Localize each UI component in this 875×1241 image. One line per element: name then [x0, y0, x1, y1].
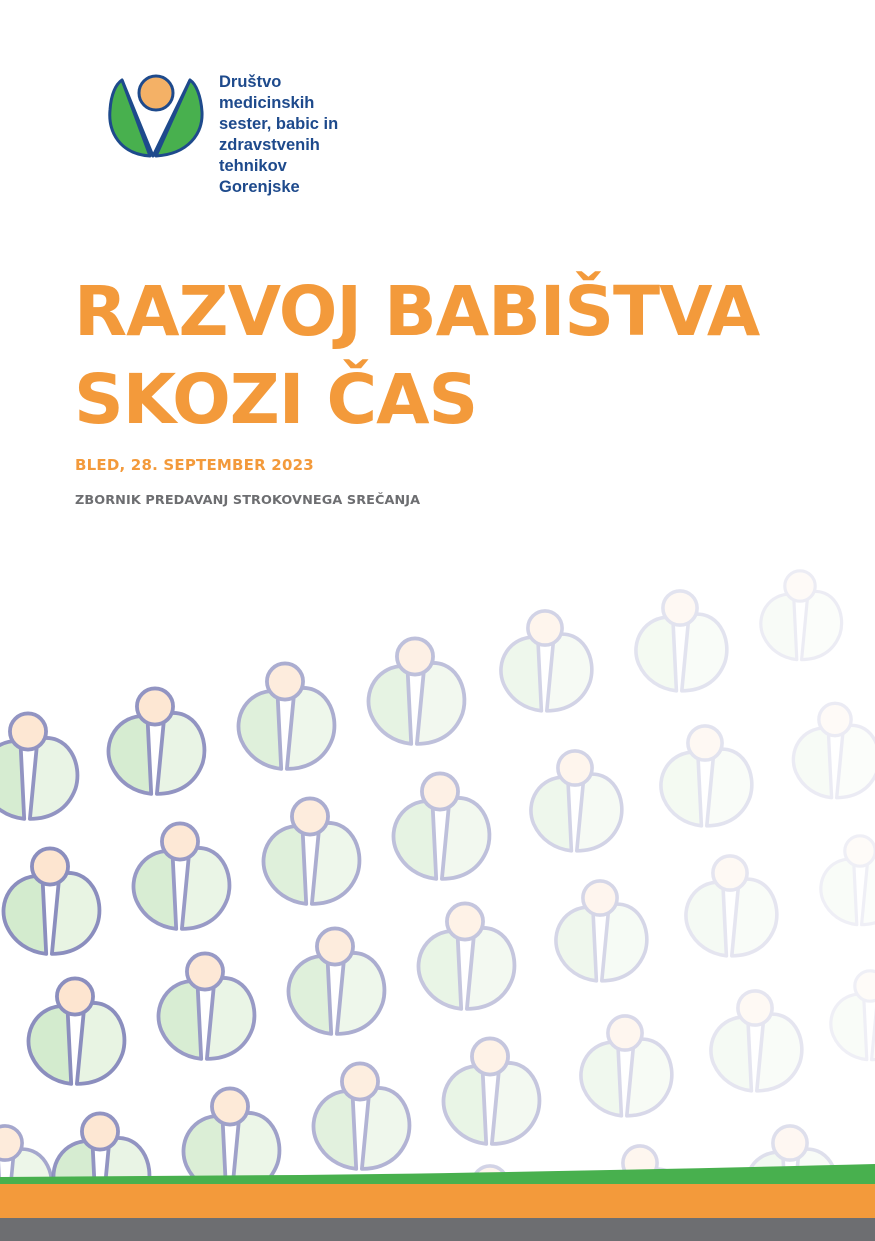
pattern-motif-icon	[288, 928, 384, 1033]
title-line-2: SKOZI ČAS	[74, 360, 478, 440]
pattern-motif-icon	[368, 638, 464, 743]
pattern-motif-icon	[686, 856, 777, 956]
pattern-motif-icon	[0, 713, 77, 818]
organization-name-line: sester, babic in	[219, 115, 339, 133]
pattern-motif-icon	[636, 591, 727, 691]
pattern-motif-icon	[133, 823, 229, 928]
pattern-motif-icon	[793, 703, 875, 797]
pattern-motif-icon	[263, 798, 359, 903]
title-line-1: RAZVOJ BABIŠTVA	[74, 272, 760, 352]
organization-name-line: zdravstvenih	[219, 136, 320, 154]
organization-logo-icon	[106, 72, 206, 158]
pattern-motif-icon	[28, 978, 124, 1083]
pattern-motif-icon	[108, 688, 204, 793]
footer-stripes	[0, 1150, 875, 1241]
orange-stripe	[0, 1184, 875, 1218]
event-date: BLED, 28. SEPTEMBER 2023	[75, 456, 314, 474]
pattern-motif-icon	[581, 1016, 672, 1116]
organization-name-line: medicinskih	[219, 94, 315, 112]
organization-name	[219, 72, 379, 198]
pattern-motif-icon	[831, 971, 875, 1060]
gray-stripe	[0, 1218, 875, 1241]
organization-name-line: Gorenjske	[219, 178, 300, 196]
pattern-motif-icon	[3, 848, 99, 953]
document-subtitle: ZBORNIK PREDAVANJ STROKOVNEGA SREČANJA	[75, 493, 421, 508]
pattern-motif-icon	[158, 953, 254, 1058]
pattern-motif-icon	[443, 1038, 539, 1143]
pattern-motif-icon	[821, 836, 875, 925]
document-title	[74, 268, 759, 444]
pattern-motif-icon	[711, 991, 802, 1091]
pattern-motif-icon	[501, 611, 592, 711]
pattern-motif-icon	[661, 726, 752, 826]
pattern-motif-icon	[531, 751, 622, 851]
pattern-motif-icon	[238, 663, 334, 768]
organization-name-line: tehnikov	[219, 157, 287, 175]
pattern-motif-icon	[556, 881, 647, 981]
pattern-motif-icon	[393, 773, 489, 878]
pattern-motif-icon	[761, 571, 842, 660]
pattern-motif-icon	[418, 903, 514, 1008]
organization-name-line: Društvo	[219, 73, 282, 91]
